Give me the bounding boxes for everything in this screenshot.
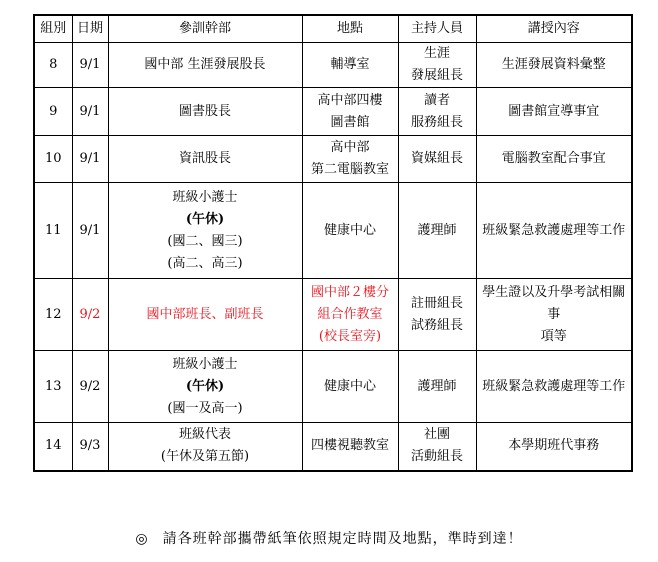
content-line: 班級緊急救護處理等工作 (482, 222, 626, 238)
cadre-cell (108, 279, 302, 351)
content-cell (476, 88, 632, 136)
table-row (34, 279, 632, 351)
location-cell (302, 351, 398, 423)
group-cell: 10 (34, 136, 72, 183)
header-content: 講授內容 (476, 15, 632, 43)
content-cell (476, 183, 632, 279)
location-line: 輔導室 (330, 57, 370, 72)
cadre-line: 資訊股長 (178, 151, 231, 166)
notice-line (0, 528, 658, 548)
host-cell (398, 88, 476, 136)
cadre-line: 國中部 生涯發展股長 (144, 57, 266, 72)
location-line: 健康中心 (323, 222, 376, 238)
host-line: 活動組長 (410, 449, 463, 465)
content-cell (476, 351, 632, 423)
location-cell (302, 183, 398, 279)
location-cell (302, 88, 398, 136)
location-line: 健康中心 (323, 378, 376, 394)
cadre-cell (108, 183, 302, 279)
date-cell: 9/1 (72, 136, 108, 183)
cadre-cell (108, 136, 302, 183)
host-cell (398, 136, 476, 183)
cadre-line: 國中部班長、副班長 (146, 306, 264, 322)
content-line: 本學期班代事務 (508, 438, 600, 454)
content-line: 生涯發展資料彙整 (501, 57, 606, 72)
header-date: 日期 (72, 15, 108, 43)
header-row (34, 15, 632, 43)
group-cell: 11 (34, 183, 72, 279)
cadre-line: (午休) (185, 378, 225, 394)
content-cell (476, 43, 632, 88)
content-cell (476, 279, 632, 351)
host-cell (398, 423, 476, 471)
group-cell: 9 (34, 88, 72, 136)
content-line: 項等 (540, 328, 567, 344)
date-cell: 9/2 (72, 279, 108, 351)
table-row (34, 136, 632, 183)
table-row (34, 88, 632, 136)
host-line: 讀者 (423, 92, 450, 108)
location-cell (302, 43, 398, 88)
host-line: 護理師 (417, 378, 457, 394)
location-line: 高中部 (330, 140, 370, 155)
host-line: 護理師 (417, 222, 457, 238)
training-schedule-table (33, 14, 633, 472)
location-line: 高中部四樓 (317, 92, 383, 108)
cadre-cell (108, 423, 302, 471)
cadre-line: 班級小護士 (172, 189, 238, 205)
host-cell (398, 183, 476, 279)
group-cell: 14 (34, 423, 72, 471)
content-line: 圖書館宣導事宜 (508, 103, 600, 119)
notice-text: 請各班幹部攜帶紙筆依照規定時間及地點，準時到達！ (162, 531, 523, 547)
group-cell: 13 (34, 351, 72, 423)
date-cell: 9/3 (72, 423, 108, 471)
cadre-line: 班級代表 (178, 427, 231, 443)
content-cell (476, 423, 632, 471)
header-group: 組別 (34, 15, 72, 43)
cadre-line: (午休) (185, 211, 225, 227)
content-cell (476, 136, 632, 183)
content-line: 班級緊急救護處理等工作 (482, 378, 626, 394)
location-line: 組合作教室 (317, 306, 383, 322)
host-cell (398, 351, 476, 423)
cadre-line: (午休及第五節) (160, 449, 250, 465)
host-line: 資媒組長 (410, 151, 463, 166)
header-location: 地點 (302, 15, 398, 43)
table-row (34, 43, 632, 88)
header-host: 主持人員 (398, 15, 476, 43)
content-line: 電腦教室配合事宜 (501, 151, 606, 166)
cadre-line: 班級小護士 (172, 356, 238, 372)
group-cell: 12 (34, 279, 72, 351)
host-cell (398, 279, 476, 351)
cadre-cell (108, 43, 302, 88)
location-line: 圖書館 (330, 114, 370, 130)
cadre-cell (108, 351, 302, 423)
table-row (34, 423, 632, 471)
host-cell (398, 43, 476, 88)
date-cell: 9/1 (72, 88, 108, 136)
content-line: 學生證以及升學考試相關事 (482, 284, 626, 322)
cadre-line: (國二、國三) (167, 233, 243, 249)
cadre-cell (108, 88, 302, 136)
host-line: 社團 (423, 427, 450, 443)
header-cadre: 參訓幹部 (108, 15, 302, 43)
date-cell: 9/2 (72, 351, 108, 423)
host-line: 生涯 (423, 46, 450, 61)
cadre-line: (國一及高一) (167, 400, 243, 416)
location-cell (302, 136, 398, 183)
location-line: (校長室旁) (318, 328, 382, 344)
host-line: 試務組長 (410, 317, 463, 333)
group-cell: 8 (34, 43, 72, 88)
date-cell: 9/1 (72, 43, 108, 88)
cadre-line: 圖書股長 (178, 103, 231, 119)
date-cell: 9/1 (72, 183, 108, 279)
location-line: 四樓視聽教室 (310, 438, 389, 454)
table-row (34, 183, 632, 279)
location-line: 國中部２樓分 (310, 284, 389, 300)
notice-mark-icon: ◎ (135, 531, 149, 547)
location-line: 第二電腦教室 (310, 162, 389, 177)
host-line: 註冊組長 (410, 295, 463, 311)
location-cell (302, 423, 398, 471)
table-row (34, 351, 632, 423)
cadre-line: (高二、高三) (167, 255, 243, 271)
location-cell (302, 279, 398, 351)
host-line: 服務組長 (410, 114, 463, 130)
host-line: 發展組長 (410, 68, 463, 83)
